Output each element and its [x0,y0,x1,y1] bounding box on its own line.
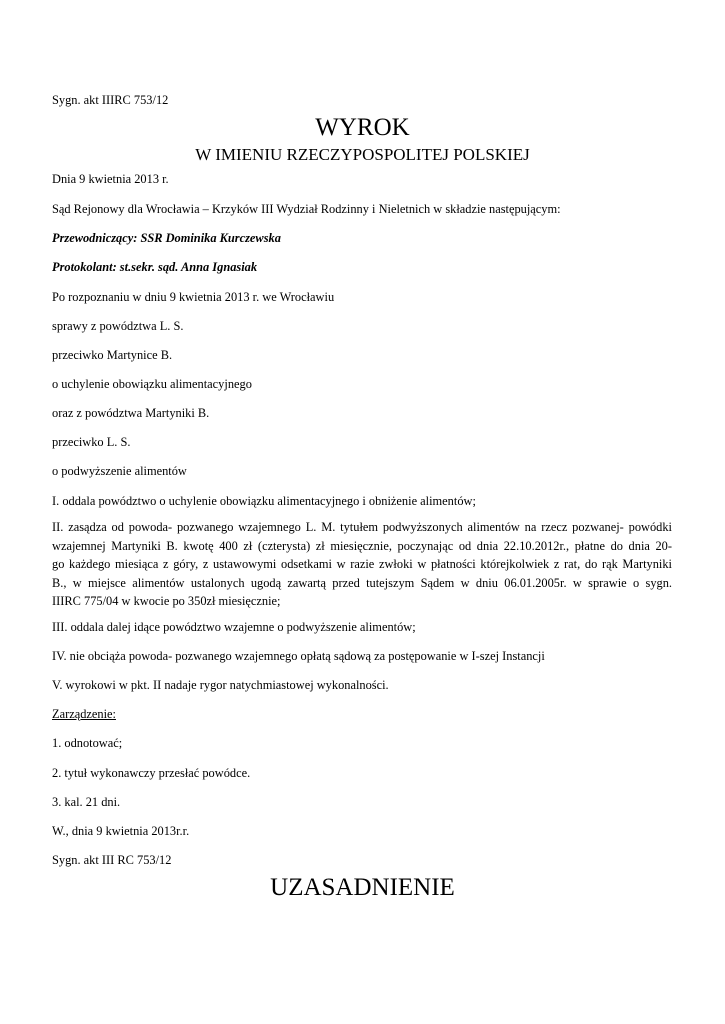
ruling-4: IV. nie obciąża powoda- pozwanego wzajemnego opłatą sądową za postępowanie w I-szej Instancji [52,649,545,663]
ruling-2 [52,518,672,611]
claim-2: oraz z powództwa Martyniki B. [52,406,210,420]
order-item-2: 2. tytuł wykonawczy przesłać powódce. [52,766,251,780]
order-place-date: W., dnia 9 kwietnia 2013r.r. [52,824,190,838]
order-item-3: 3. kal. 21 dni. [52,795,121,809]
ruling-2-line: wzajemnej Martyniki B. kwotę 400 zł (czterysta) zł miesięcznie, poczynając od dnia 22.10.2012r., płatne do dnia 20- [52,538,672,553]
case-signature-bottom: Sygn. akt III RC 753/12 [52,853,172,867]
presiding-judge: Przewodniczący: SSR Dominika Kurczewska [52,231,281,245]
court-clerk: Protokolant: st.sekr. sąd. Anna Ignasiak [52,260,258,274]
claim-1: sprawy z powództwa L. S. [52,319,184,333]
ruling-2-line: II. zasądza od powoda- pozwanego wzajemnego L. M. tytułem podwyższonych alimentów na rzecz pozwanej- powódki [52,520,672,534]
ruling-2-line: IIIRC 775/04 w kwocie po 350zł miesięcznie; [52,594,281,609]
ruling-3: III. oddala dalej idące powództwo wzajemne o podwyższenie alimentów; [52,620,416,634]
document-title: WYROK [315,114,410,141]
subject-1: o uchylenie obowiązku alimentacyjnego [52,377,252,391]
subject-2: o podwyższenie alimentów [52,464,187,478]
ruling-2-line: B., w miejsce alimentów ustalonych ugodą zawartą przed tutejszym Sądem w dniu 06.01.2005r. w sprawie o sygn. [52,575,672,590]
court-composition: Sąd Rejonowy dla Wrocławia – Krzyków III Wydział Rodzinny i Nieletnich w składzie następującym: [52,202,561,216]
hearing-line: Po rozpoznaniu w dniu 9 kwietnia 2013 r. we Wrocławiu [52,290,335,304]
order-heading: Zarządzenie: [52,707,116,721]
judgment-date: Dnia 9 kwietnia 2013 r. [52,172,169,186]
document-subtitle: W IMIENIU RZECZYPOSPOLITEJ POLSKIEJ [195,145,530,164]
defendant-2: przeciwko L. S. [52,435,131,449]
case-signature-top: Sygn. akt IIIRC 753/12 [52,93,169,107]
ruling-5: V. wyrokowi w pkt. II nadaje rygor natychmiastowej wykonalności. [52,678,389,692]
ruling-1: I. oddala powództwo o uchylenie obowiązku alimentacyjnego i obniżenie alimentów; [52,494,476,508]
justification-title: UZASADNIENIE [270,874,455,901]
order-item-1: 1. odnotować; [52,736,123,750]
defendant-1: przeciwko Martynice B. [52,348,173,362]
ruling-2-line: go każdego miesiąca z góry, z ustawowymi odsetkami w razie zwłoki w płatności którejkolwiek z rat, do rąk Martyniki [52,557,672,572]
